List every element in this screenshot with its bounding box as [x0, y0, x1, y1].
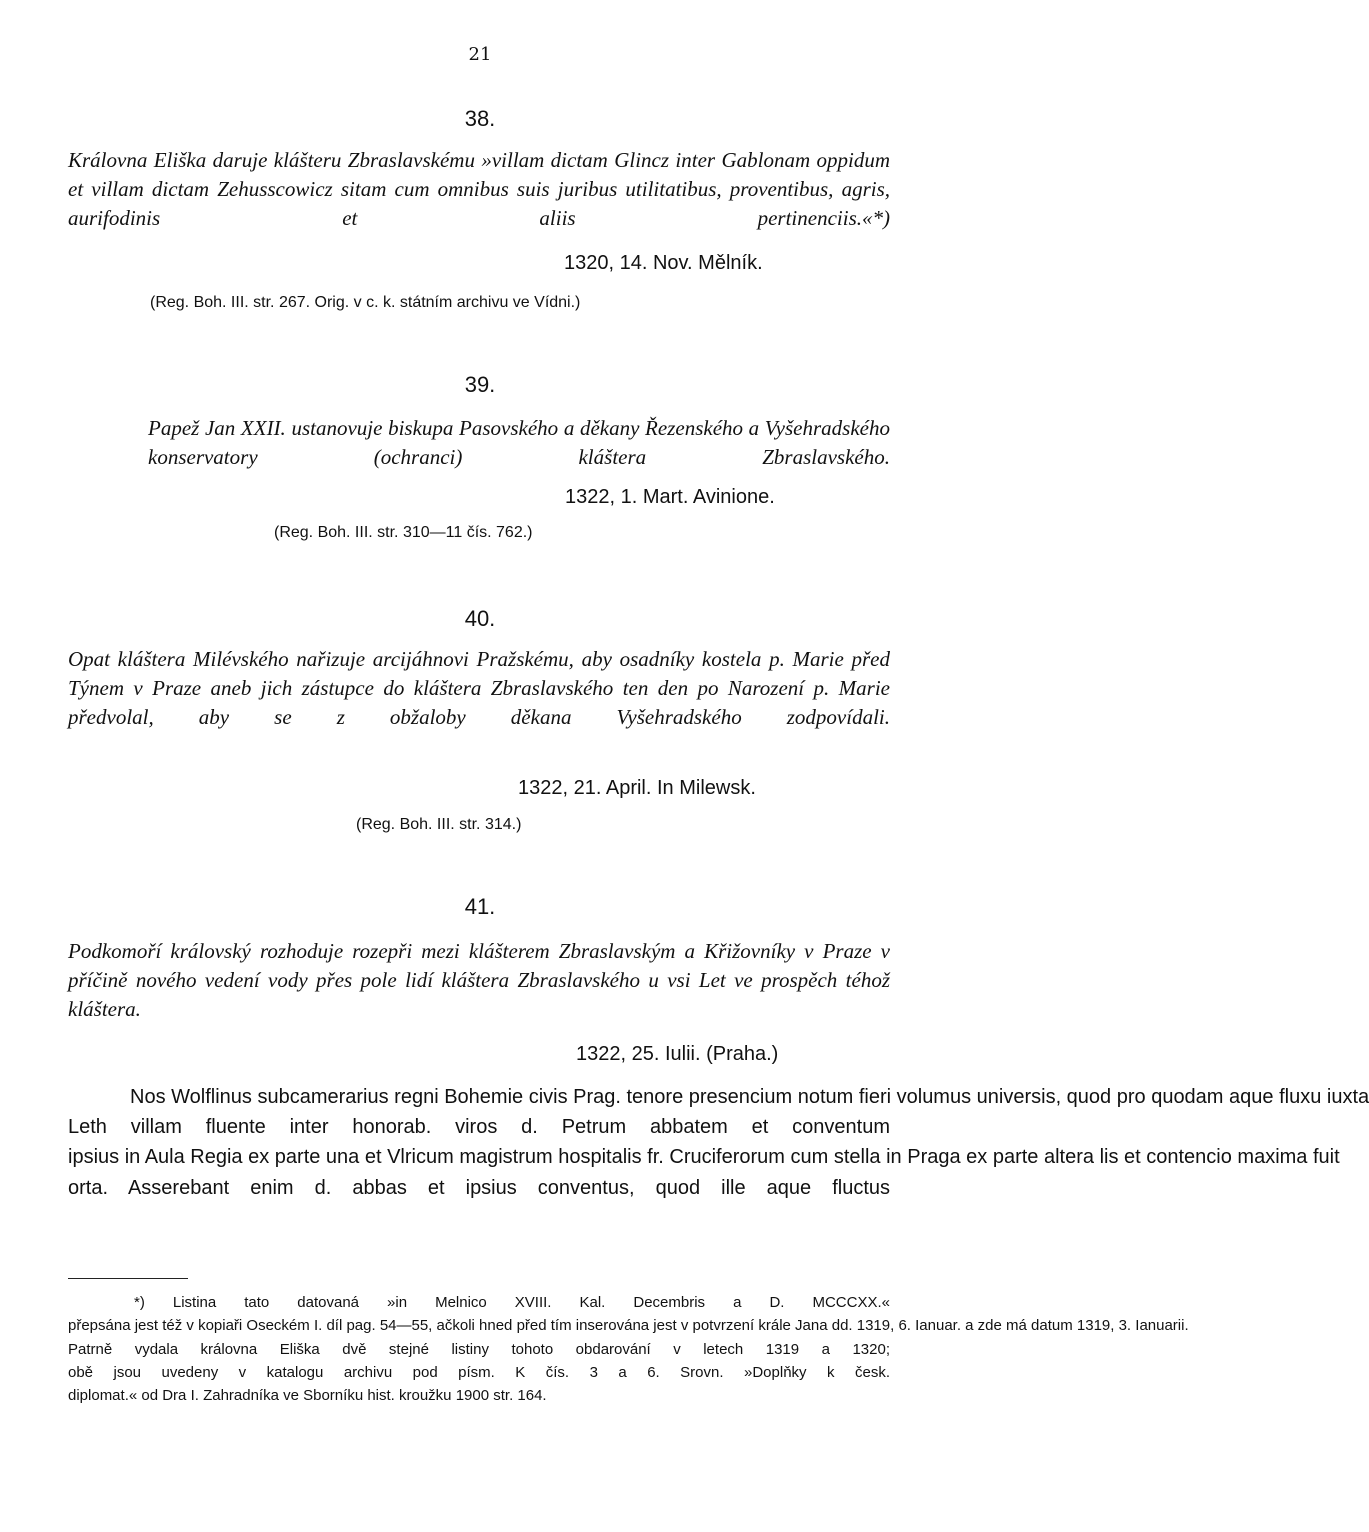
entry-39-date: 1322, 1. Mart. Avinione. — [565, 486, 775, 508]
footnote-divider — [68, 1278, 188, 1279]
page-number: 21 — [468, 44, 492, 65]
entry-40-regest — [68, 645, 890, 732]
text-line: Nos Wolflinus subcamerarius regni Bohemie civis Prag. tenore presencium notum fieri volumus universis, quod pro quodam aque fluxu iuxta — [130, 1086, 1369, 1108]
footnote — [68, 1291, 1189, 1407]
text-line: obě jsou uvedeny v katalogu archivu pod písm. K čís. 3 a 6. Srovn. »Doplňky k česk. — [68, 1363, 890, 1381]
entry-number-39: 39. — [464, 372, 496, 397]
entry-40-date: 1322, 21. April. In Milewsk. — [518, 777, 756, 799]
entry-38-source: (Reg. Boh. III. str. 267. Orig. v c. k. státním archivu ve Vídni.) — [150, 294, 581, 311]
regest-text: Královna Eliška daruje klášteru Zbraslavskému »villam dictam Glincz inter Gablonam oppidum et villam dictam Zehusscowicz sitam cum omnibus suis juribus utilitatibus, proventibus, agris, aurifodinis et aliis pertinenciis.«*) — [68, 148, 890, 230]
regest-text: Opat kláštera Milévského nařizuje arcijáhnovi Pražskému, aby osadníky kostela p. Marie před Týnem v Praze aneb jich zástupce do kláštera Zbraslavského ten den po Narození p. Marie předvolal, aby se z obžaloby děkana Vyšehradského zodpovídali. — [68, 647, 890, 729]
regest-text: Papež Jan XXII. ustanovuje biskupa Pasovského a děkany Řezenského a Vyšehradského konservatory (ochranci) kláštera Zbraslavského. — [148, 416, 890, 469]
entry-39-source: (Reg. Boh. III. str. 310—11 čís. 762.) — [274, 524, 533, 541]
regest-text: Podkomoří královský rozhoduje rozepři mezi klášterem Zbraslavským a Křižovníky v Praze v příčině nového vedení vody přes pole lidí kláštera Zbraslavského u vsi Let ve prospěch téhož kláštera. — [68, 939, 890, 1021]
entry-38-regest — [68, 146, 890, 233]
entry-number-38: 38. — [464, 106, 496, 131]
text-line: *) Listina tato datovaná »in Melnico XVIII. Kal. Decembris a D. MCCCXX.« — [134, 1294, 890, 1311]
text-line: přepsána jest též v kopiaři Oseckém I. díl pag. 54—55, ačkoli hned před tím inserována jest v potvrzení krále Jana dd. 1319, 6. Ianuar. a zde má datum 1319, 3. Ianuarii. — [68, 1317, 1189, 1335]
text-line: Leth villam fluente inter honorab. viros d. Petrum abbatem et conventum — [68, 1116, 890, 1139]
entry-38-date: 1320, 14. Nov. Mělník. — [564, 252, 763, 274]
text-line: Patrně vydala královna Eliška dvě stejné listiny tohoto obdarování v letech 1319 a 1320; — [68, 1340, 890, 1358]
text-line: orta. Asserebant enim d. abbas et ipsius conventus, quod ille aque fluctus — [68, 1176, 890, 1199]
entry-41-regest — [68, 937, 890, 1024]
entry-number-41: 41. — [464, 894, 496, 919]
entry-number-40: 40. — [464, 606, 496, 631]
entry-40-source: (Reg. Boh. III. str. 314.) — [356, 816, 522, 833]
text-line: diplomat.« od Dra I. Zahradníka ve Sborníku hist. kroužku 1900 str. 164. — [68, 1387, 547, 1405]
text-line: ipsius in Aula Regia ex parte una et Vlricum magistrum hospitalis fr. Cruciferorum cum stella in Praga ex parte altera lis et contencio maxima fuit — [68, 1146, 1340, 1169]
entry-39-regest — [148, 414, 890, 472]
entry-41-date: 1322, 25. Iulii. (Praha.) — [576, 1043, 779, 1065]
entry-41-text — [68, 1082, 1369, 1203]
